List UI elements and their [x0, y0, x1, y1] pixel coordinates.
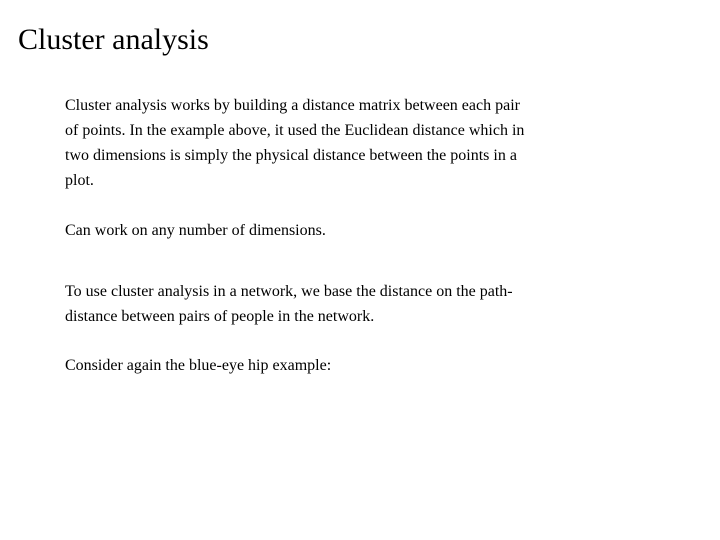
text-line: plot.	[65, 172, 94, 189]
paragraph-network	[65, 279, 625, 329]
paragraph-dimensions: Can work on any number of dimensions.	[65, 222, 326, 239]
slide-body	[65, 93, 625, 378]
text-line: distance between pairs of people in the network.	[65, 308, 375, 325]
paragraph-distance-matrix	[65, 93, 625, 193]
text-line: Cluster analysis works by building a distance matrix between each pair	[65, 97, 520, 114]
slide-title: Cluster analysis	[18, 23, 209, 56]
text-line: of points. In the example above, it used the Euclidean distance which in	[65, 122, 525, 139]
text-line: two dimensions is simply the physical distance between the points in a	[65, 147, 517, 164]
text-line: To use cluster analysis in a network, we base the distance on the path-	[65, 283, 513, 300]
paragraph-example: Consider again the blue-eye hip example:	[65, 357, 332, 374]
